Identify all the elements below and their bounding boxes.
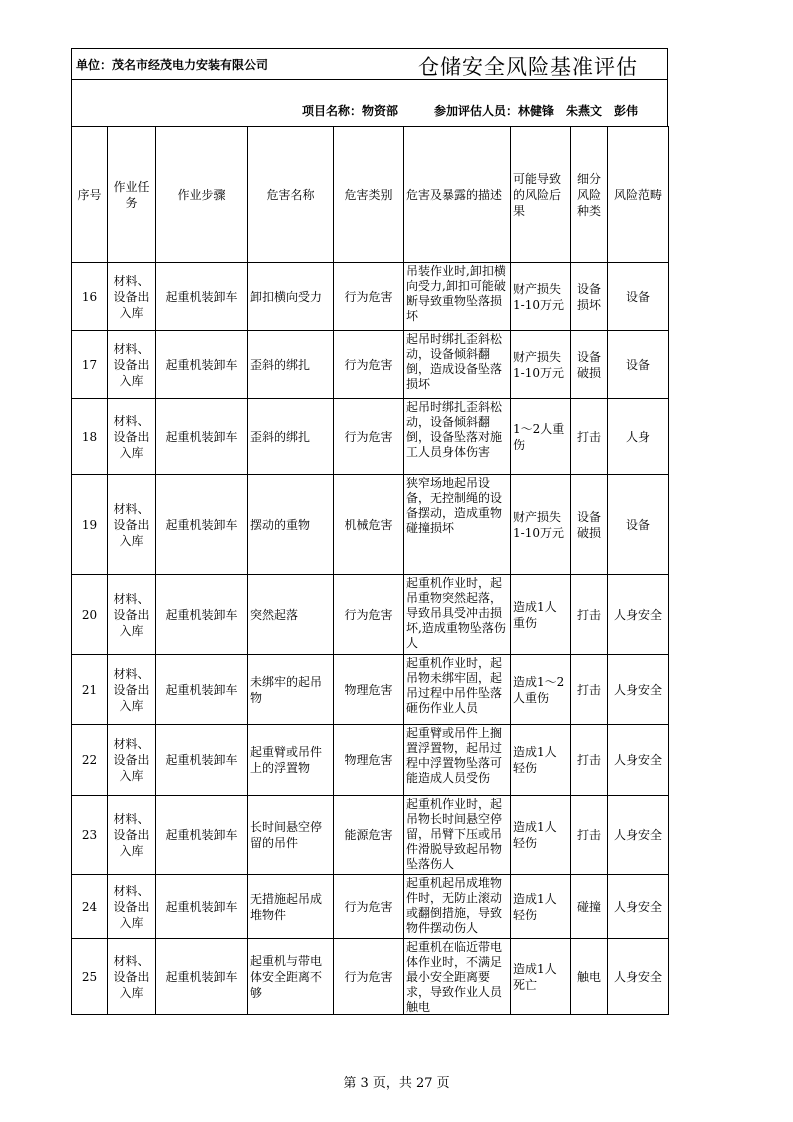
row-step: 起重机装卸车	[156, 796, 248, 875]
row-scope: 设备	[608, 263, 669, 331]
row-category: 物理危害	[334, 725, 404, 796]
row-description	[404, 939, 511, 1015]
row-description	[404, 875, 511, 939]
row-subtype: 打击	[571, 725, 608, 796]
row-task: 材料、设备出入库	[108, 475, 156, 575]
row-hazard: 长时间悬空停留的吊件	[248, 796, 334, 875]
row-task: 材料、设备出入库	[108, 796, 156, 875]
row-description	[404, 263, 511, 331]
row-consequence: 造成1～2人重伤	[511, 655, 571, 725]
header-step: 作业步骤	[156, 127, 248, 263]
row-subtype: 打击	[571, 575, 608, 655]
table-row	[72, 575, 669, 655]
row-subtype: 设备损坏	[571, 263, 608, 331]
row-step: 起重机装卸车	[156, 475, 248, 575]
row-category: 物理危害	[334, 655, 404, 725]
row-task: 材料、设备出入库	[108, 263, 156, 331]
risk-table	[71, 126, 669, 1015]
row-subtype: 设备破损	[571, 331, 608, 399]
row-description	[404, 475, 511, 575]
row-no: 18	[72, 399, 108, 475]
row-no: 19	[72, 475, 108, 575]
row-hazard: 起重机与带电体安全距离不够	[248, 939, 334, 1015]
project-label: 项目名称：物资部	[302, 104, 399, 118]
row-consequence: 1～2人重伤	[511, 399, 571, 475]
table-row	[72, 331, 669, 399]
row-category: 能源危害	[334, 796, 404, 875]
row-step: 起重机装卸车	[156, 575, 248, 655]
table-row	[72, 399, 669, 475]
row-description-text: 起重机作业时，起吊重物突然起落，导致吊具受冲击损坏,造成重物坠落伤人	[406, 576, 506, 650]
row-description	[404, 796, 511, 875]
row-step: 起重机装卸车	[156, 331, 248, 399]
row-step: 起重机装卸车	[156, 875, 248, 939]
row-description-text: 起吊时绑扎歪斜松动，设备倾斜翻倒，设备坠落对施工人员身体伤害	[406, 400, 503, 459]
row-hazard: 突然起落	[248, 575, 334, 655]
row-description-text: 起重机在临近带电体作业时，不满足最小安全距离要求，导致作业人员触电	[406, 940, 503, 1014]
row-description-text: 起重臂或吊件上搁置浮置物，起吊过程中浮置物坠落可能造成人员受伤	[406, 726, 503, 785]
header-no: 序号	[72, 127, 108, 263]
table-row	[72, 475, 669, 575]
header-scope: 风险范畴	[608, 127, 669, 263]
unit-label: 单位：茂名市经茂电力安装有限公司	[76, 58, 269, 72]
row-hazard: 卸扣横向受力	[248, 263, 334, 331]
row-scope: 设备	[608, 331, 669, 399]
row-subtype: 打击	[571, 655, 608, 725]
row-consequence: 财产损失1-10万元	[511, 475, 571, 575]
row-consequence: 造成1人轻伤	[511, 875, 571, 939]
row-no: 17	[72, 331, 108, 399]
row-description-text: 起重机起吊成堆物件时，无防止滚动或翻倒措施，导致物件摆动伤人	[406, 876, 503, 935]
row-step: 起重机装卸车	[156, 655, 248, 725]
row-category: 行为危害	[334, 875, 404, 939]
row-hazard: 无措施起吊成堆物件	[248, 875, 334, 939]
row-description	[404, 655, 511, 725]
row-no: 25	[72, 939, 108, 1015]
page-footer: 第 3 页，共 27 页	[343, 1076, 450, 1091]
row-task: 材料、设备出入库	[108, 399, 156, 475]
row-scope: 人身安全	[608, 796, 669, 875]
row-consequence: 财产损失1-10万元	[511, 263, 571, 331]
header-description: 危害及暴露的描述	[404, 127, 511, 263]
header-subtype: 细分风险种类	[571, 127, 608, 263]
table-row	[72, 263, 669, 331]
row-step: 起重机装卸车	[156, 399, 248, 475]
row-description-text: 起吊时绑扎歪斜松动，设备倾斜翻倒，造成设备坠落损坏	[406, 332, 503, 391]
row-task: 材料、设备出入库	[108, 725, 156, 796]
table-row	[72, 939, 669, 1015]
row-task: 材料、设备出入库	[108, 939, 156, 1015]
header-task: 作业任务	[108, 127, 156, 263]
row-step: 起重机装卸车	[156, 263, 248, 331]
row-scope: 人身安全	[608, 939, 669, 1015]
row-subtype: 设备破损	[571, 475, 608, 575]
row-consequence: 造成1人轻伤	[511, 796, 571, 875]
row-hazard: 未绑牢的起吊物	[248, 655, 334, 725]
row-hazard: 起重臂或吊件上的浮置物	[248, 725, 334, 796]
row-task: 材料、设备出入库	[108, 655, 156, 725]
row-subtype: 打击	[571, 399, 608, 475]
row-subtype: 打击	[571, 796, 608, 875]
table-row	[72, 725, 669, 796]
row-task: 材料、设备出入库	[108, 875, 156, 939]
table-header-row	[72, 127, 669, 263]
row-scope: 人身安全	[608, 655, 669, 725]
row-description	[404, 331, 511, 399]
row-consequence: 造成1人重伤	[511, 575, 571, 655]
row-no: 16	[72, 263, 108, 331]
row-no: 22	[72, 725, 108, 796]
risk-assessment-sheet	[71, 48, 668, 1015]
row-task: 材料、设备出入库	[108, 331, 156, 399]
row-scope: 人身安全	[608, 725, 669, 796]
row-consequence: 财产损失1-10万元	[511, 331, 571, 399]
row-no: 23	[72, 796, 108, 875]
row-no: 21	[72, 655, 108, 725]
row-category: 行为危害	[334, 263, 404, 331]
row-step: 起重机装卸车	[156, 939, 248, 1015]
header-hazard: 危害名称	[248, 127, 334, 263]
row-no: 20	[72, 575, 108, 655]
table-row	[72, 875, 669, 939]
header-category: 危害类别	[334, 127, 404, 263]
row-description	[404, 575, 511, 655]
document-title: 仓储安全风险基准评估	[418, 55, 638, 79]
row-scope: 人身安全	[608, 875, 669, 939]
row-category: 行为危害	[334, 575, 404, 655]
row-subtype: 触电	[571, 939, 608, 1015]
row-description-text: 起重机作业时，起吊物长时间悬空停留，吊臂下压或吊件滑脱导致起吊物坠落伤人	[406, 797, 503, 871]
row-hazard: 摆动的重物	[248, 475, 334, 575]
row-task: 材料、设备出入库	[108, 575, 156, 655]
row-description	[404, 399, 511, 475]
row-consequence: 造成1人死亡	[511, 939, 571, 1015]
row-step: 起重机装卸车	[156, 725, 248, 796]
assessors-label: 参加评估人员：林健锋 朱燕文 彭伟	[434, 104, 639, 118]
row-description-text: 吊装作业时,卸扣横向受力,卸扣可能破断导致重物坠落损坏	[406, 264, 506, 323]
row-category: 机械危害	[334, 475, 404, 575]
table-row	[72, 655, 669, 725]
row-category: 行为危害	[334, 399, 404, 475]
row-hazard: 歪斜的绑扎	[248, 399, 334, 475]
row-scope: 人身安全	[608, 575, 669, 655]
row-subtype: 碰撞	[571, 875, 608, 939]
row-description-text: 狭窄场地起吊设备，无控制绳的设备摆动，造成重物碰撞损坏	[406, 476, 503, 535]
row-scope: 设备	[608, 475, 669, 575]
row-hazard: 歪斜的绑扎	[248, 331, 334, 399]
row-category: 行为危害	[334, 939, 404, 1015]
table-row	[72, 796, 669, 875]
row-category: 行为危害	[334, 331, 404, 399]
row-description-text: 起重机作业时，起吊物未绑牢固，起吊过程中吊件坠落砸伤作业人员	[406, 656, 503, 715]
row-description	[404, 725, 511, 796]
row-no: 24	[72, 875, 108, 939]
row-consequence: 造成1人轻伤	[511, 725, 571, 796]
header-consequence: 可能导致的风险后果	[511, 127, 571, 263]
row-scope: 人身	[608, 399, 669, 475]
